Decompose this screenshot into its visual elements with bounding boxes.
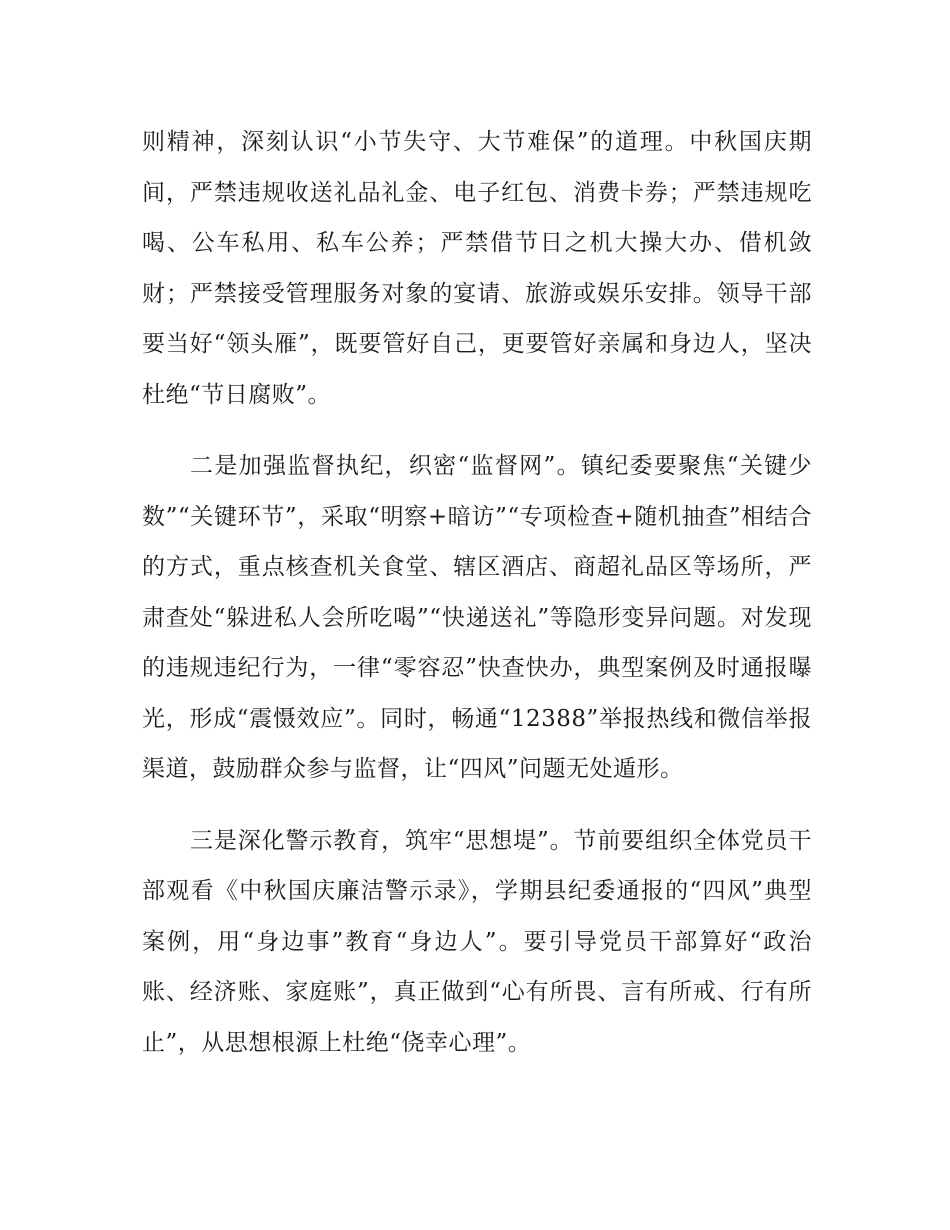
paragraph-education: 三是深化警示教育，筑牢“思想堤”。节前要组织全体党员干部观看《中秋国庆廉洁警示录》，学期县纪委通报的“四风”典型案例，用“身边事”教育“身边人”。要引导党员干部算好“政治账、经济账、家庭账”，真正做到“心有所畏、言有所戒、行有所止”，从思想根源上杜绝“侥幸心理”。	[142, 827, 812, 1056]
paragraph-continuation: 则精神，深刻认识“小节失守、大节难保”的道理。中秋国庆期间，严禁违规收送礼品礼金、电子红包、消费卡券；严禁违规吃喝、公车私用、私车公养；严禁借节日之机大操大办、借机敛财；严禁接受管理服务对象的宴请、旅游或娱乐安排。领导干部要当好“领头雁”，既要管好自己，更要管好亲属和身边人，坚决杜绝“节日腐败”。	[142, 129, 812, 408]
document-body	[142, 117, 812, 1068]
paragraph-supervision: 二是加强监督执纪，织密“监督网”。镇纪委要聚焦“关键少数”“关键环节”，采取“明察+暗访”“专项检查+随机抽查”相结合的方式，重点核查机关食堂、辖区酒店、商超礼品区等场所，严肃查处“躲进私人会所吃喝”“快递送礼”等隐形变异问题。对发现的违规违纪行为，一律“零容忍”快查快办，典型案例及时通报曝光，形成“震慑效应”。同时，畅通“12388”举报热线和微信举报渠道，鼓励群众参与监督，让“四风”问题无处遁形。	[142, 453, 812, 782]
